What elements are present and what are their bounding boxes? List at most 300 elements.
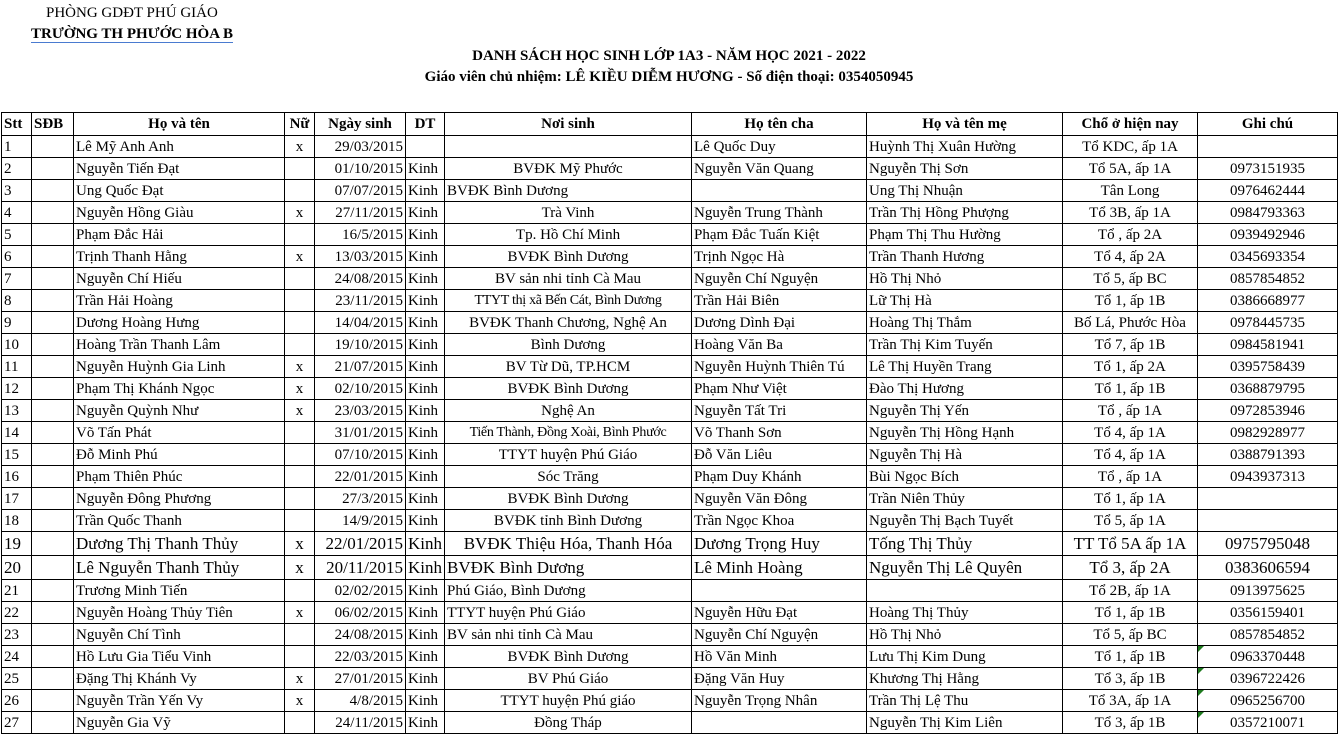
cell-birthplace: BVĐK tỉnh Bình Dương bbox=[445, 510, 692, 532]
cell-stt: 4 bbox=[2, 202, 32, 224]
cell-birthplace: BV sản nhi tỉnh Cà Mau bbox=[445, 624, 692, 646]
cell-female bbox=[285, 268, 315, 290]
table-row bbox=[2, 180, 1338, 202]
cell-mother: Tống Thị Thủy bbox=[867, 532, 1063, 556]
cell-mother bbox=[867, 580, 1063, 602]
cell-name: Hoàng Trần Thanh Lâm bbox=[74, 334, 285, 356]
cell-note: 0975795048 bbox=[1198, 532, 1338, 556]
cell-stt: 10 bbox=[2, 334, 32, 356]
cell-mother: Trần Thanh Hương bbox=[867, 246, 1063, 268]
table-row bbox=[2, 580, 1338, 602]
cell-ethnicity: Kinh bbox=[406, 466, 445, 488]
cell-birthplace: Bình Dương bbox=[445, 334, 692, 356]
cell-mother: Trần Thị Lệ Thu bbox=[867, 690, 1063, 712]
cell-father: Phạm Như Việt bbox=[692, 378, 867, 400]
cell-note: 0984793363 bbox=[1198, 202, 1338, 224]
cell-birthplace bbox=[445, 136, 692, 158]
cell-birthplace: BVĐK Bình Dương bbox=[445, 378, 692, 400]
cell-ethnicity: Kinh bbox=[406, 312, 445, 334]
cell-father bbox=[692, 712, 867, 734]
cell-mother: Nguyễn Thị Hồng Hạnh bbox=[867, 422, 1063, 444]
cell-female: x bbox=[285, 690, 315, 712]
cell-name: Võ Tấn Phát bbox=[74, 422, 285, 444]
cell-dob: 16/5/2015 bbox=[315, 224, 406, 246]
col-dob-header: Ngày sinh bbox=[315, 113, 406, 136]
cell-birthplace: BVĐK Mỹ Phước bbox=[445, 158, 692, 180]
cell-note: 0386668977 bbox=[1198, 290, 1338, 312]
table-row bbox=[2, 444, 1338, 466]
cell-stt: 16 bbox=[2, 466, 32, 488]
cell-name: Đỗ Minh Phú bbox=[74, 444, 285, 466]
cell-birthplace: BVĐK Thanh Chương, Nghệ An bbox=[445, 312, 692, 334]
cell-mother: Lê Thị Huyền Trang bbox=[867, 356, 1063, 378]
cell-note: 0388791393 bbox=[1198, 444, 1338, 466]
cell-birthplace: BVĐK Bình Dương bbox=[445, 488, 692, 510]
cell-birthplace: BVĐK Bình Dương bbox=[445, 246, 692, 268]
cell-address: Tổ 2B, ấp 1A bbox=[1063, 580, 1198, 602]
cell-ethnicity: Kinh bbox=[406, 444, 445, 466]
cell-note: 0965256700 bbox=[1198, 690, 1338, 712]
col-father-header: Họ tên cha bbox=[692, 113, 867, 136]
cell-note: 0368879795 bbox=[1198, 378, 1338, 400]
cell-female: x bbox=[285, 356, 315, 378]
cell-note: 0982928977 bbox=[1198, 422, 1338, 444]
cell-ethnicity: Kinh bbox=[406, 510, 445, 532]
cell-mother: Hoàng Thị Thủy bbox=[867, 602, 1063, 624]
table-row bbox=[2, 466, 1338, 488]
cell-sdb bbox=[32, 180, 74, 202]
cell-stt: 26 bbox=[2, 690, 32, 712]
cell-address: Bố Lá, Phước Hòa bbox=[1063, 312, 1198, 334]
cell-sdb bbox=[32, 690, 74, 712]
cell-birthplace: BV Phú Giáo bbox=[445, 668, 692, 690]
cell-stt: 19 bbox=[2, 532, 32, 556]
cell-ethnicity: Kinh bbox=[406, 690, 445, 712]
cell-female: x bbox=[285, 400, 315, 422]
cell-address: Tổ 4, ấp 1A bbox=[1063, 422, 1198, 444]
cell-birthplace: BVĐK Bình Dương bbox=[445, 556, 692, 580]
cell-mother: Nguyễn Thị Bạch Tuyết bbox=[867, 510, 1063, 532]
cell-name: Nguyễn Hoàng Thủy Tiên bbox=[74, 602, 285, 624]
cell-father: Đặng Văn Huy bbox=[692, 668, 867, 690]
cell-note: 0984581941 bbox=[1198, 334, 1338, 356]
cell-sdb bbox=[32, 624, 74, 646]
cell-father bbox=[692, 580, 867, 602]
cell-dob: 20/11/2015 bbox=[315, 556, 406, 580]
cell-father bbox=[692, 180, 867, 202]
cell-stt: 7 bbox=[2, 268, 32, 290]
cell-female: x bbox=[285, 556, 315, 580]
cell-name: Nguyễn Quỳnh Như bbox=[74, 400, 285, 422]
cell-ethnicity: Kinh bbox=[406, 268, 445, 290]
table-row bbox=[2, 224, 1338, 246]
document-title: DANH SÁCH HỌC SINH LỚP 1A3 - NĂM HỌC 2021 - 2022 bbox=[472, 48, 866, 64]
table-row bbox=[2, 624, 1338, 646]
cell-name: Trần Quốc Thanh bbox=[74, 510, 285, 532]
table-row bbox=[2, 312, 1338, 334]
cell-note: 0395758439 bbox=[1198, 356, 1338, 378]
cell-ethnicity: Kinh bbox=[406, 602, 445, 624]
cell-female bbox=[285, 488, 315, 510]
cell-female: x bbox=[285, 532, 315, 556]
cell-address: Tổ 1, ấp 1B bbox=[1063, 602, 1198, 624]
table-header-row bbox=[2, 113, 1338, 136]
cell-ethnicity: Kinh bbox=[406, 356, 445, 378]
cell-name: Phạm Thiên Phúc bbox=[74, 466, 285, 488]
cell-stt: 18 bbox=[2, 510, 32, 532]
cell-dob: 02/02/2015 bbox=[315, 580, 406, 602]
table-row bbox=[2, 158, 1338, 180]
table-body bbox=[2, 136, 1338, 734]
cell-ethnicity: Kinh bbox=[406, 202, 445, 224]
cell-address: Tổ , ấp 1A bbox=[1063, 400, 1198, 422]
cell-address: Tổ , ấp 1A bbox=[1063, 466, 1198, 488]
cell-address: Tổ 1, ấp 2A bbox=[1063, 356, 1198, 378]
cell-ethnicity: Kinh bbox=[406, 378, 445, 400]
cell-sdb bbox=[32, 202, 74, 224]
cell-female bbox=[285, 510, 315, 532]
table-row bbox=[2, 602, 1338, 624]
cell-address: Tổ 1, ấp 1B bbox=[1063, 378, 1198, 400]
cell-mother: Khương Thị Hằng bbox=[867, 668, 1063, 690]
school-name-text: TRƯỜNG TH PHƯỚC HÒA B bbox=[31, 26, 233, 42]
cell-father: Lê Quốc Duy bbox=[692, 136, 867, 158]
cell-female bbox=[285, 312, 315, 334]
cell-birthplace: Đồng Tháp bbox=[445, 712, 692, 734]
cell-dob: 27/3/2015 bbox=[315, 488, 406, 510]
cell-female: x bbox=[285, 378, 315, 400]
cell-father: Dương Dình Đại bbox=[692, 312, 867, 334]
table-row bbox=[2, 400, 1338, 422]
cell-dob: 14/04/2015 bbox=[315, 312, 406, 334]
cell-father: Đỗ Văn Liêu bbox=[692, 444, 867, 466]
cell-dob: 22/01/2015 bbox=[315, 466, 406, 488]
cell-stt: 27 bbox=[2, 712, 32, 734]
col-female-header: Nữ bbox=[285, 113, 315, 136]
cell-birthplace: Sóc Trăng bbox=[445, 466, 692, 488]
cell-ethnicity: Kinh bbox=[406, 556, 445, 580]
cell-ethnicity: Kinh bbox=[406, 712, 445, 734]
col-note-header: Ghi chú bbox=[1198, 113, 1338, 136]
cell-address: Tổ 5, ấp BC bbox=[1063, 268, 1198, 290]
cell-ethnicity: Kinh bbox=[406, 224, 445, 246]
cell-sdb bbox=[32, 602, 74, 624]
cell-father: Võ Thanh Sơn bbox=[692, 422, 867, 444]
cell-female: x bbox=[285, 136, 315, 158]
cell-female bbox=[285, 422, 315, 444]
cell-address: TT Tổ 5A ấp 1A bbox=[1063, 532, 1198, 556]
cell-stt: 13 bbox=[2, 400, 32, 422]
cell-stt: 21 bbox=[2, 580, 32, 602]
cell-sdb bbox=[32, 356, 74, 378]
cell-note: 0857854852 bbox=[1198, 624, 1338, 646]
cell-mother: Lưu Thị Kim Dung bbox=[867, 646, 1063, 668]
cell-mother: Nguyễn Thị Lê Quyên bbox=[867, 556, 1063, 580]
cell-name: Đặng Thị Khánh Vy bbox=[74, 668, 285, 690]
cell-address: Tổ 3, ấp 2A bbox=[1063, 556, 1198, 580]
cell-female bbox=[285, 466, 315, 488]
cell-address: Tổ 1, ấp 1B bbox=[1063, 646, 1198, 668]
cell-name: Nguyễn Gia Vỹ bbox=[74, 712, 285, 734]
col-address-header: Chổ ở hiện nay bbox=[1063, 113, 1198, 136]
cell-address: Tổ 3, ấp 1B bbox=[1063, 712, 1198, 734]
cell-father: Phạm Duy Khánh bbox=[692, 466, 867, 488]
cell-father: Dương Trọng Huy bbox=[692, 532, 867, 556]
cell-mother: Nguyễn Thị Yến bbox=[867, 400, 1063, 422]
cell-female bbox=[285, 712, 315, 734]
cell-dob: 07/07/2015 bbox=[315, 180, 406, 202]
cell-birthplace: Tp. Hồ Chí Minh bbox=[445, 224, 692, 246]
col-name-header: Họ và tên bbox=[74, 113, 285, 136]
cell-sdb bbox=[32, 532, 74, 556]
cell-mother: Hồ Thị Nhỏ bbox=[867, 268, 1063, 290]
cell-note: 0963370448 bbox=[1198, 646, 1338, 668]
cell-stt: 23 bbox=[2, 624, 32, 646]
cell-father: Trần Hải Biên bbox=[692, 290, 867, 312]
cell-stt: 2 bbox=[2, 158, 32, 180]
cell-mother: Lữ Thị Hà bbox=[867, 290, 1063, 312]
cell-ethnicity: Kinh bbox=[406, 290, 445, 312]
cell-birthplace: BV sản nhi tỉnh Cà Mau bbox=[445, 268, 692, 290]
cell-stt: 17 bbox=[2, 488, 32, 510]
cell-ethnicity: Kinh bbox=[406, 580, 445, 602]
cell-name: Ung Quốc Đạt bbox=[74, 180, 285, 202]
cell-note bbox=[1198, 510, 1338, 532]
cell-dob: 19/10/2015 bbox=[315, 334, 406, 356]
cell-ethnicity: Kinh bbox=[406, 180, 445, 202]
cell-sdb bbox=[32, 290, 74, 312]
cell-note: 0357210071 bbox=[1198, 712, 1338, 734]
cell-note: 0972853946 bbox=[1198, 400, 1338, 422]
table-row bbox=[2, 356, 1338, 378]
cell-mother: Trần Niên Thủy bbox=[867, 488, 1063, 510]
cell-note: 0939492946 bbox=[1198, 224, 1338, 246]
table-row bbox=[2, 510, 1338, 532]
cell-mother: Hồ Thị Nhỏ bbox=[867, 624, 1063, 646]
cell-dob: 22/01/2015 bbox=[315, 532, 406, 556]
cell-address: Tổ 1, ấp 1B bbox=[1063, 290, 1198, 312]
cell-stt: 1 bbox=[2, 136, 32, 158]
teacher-info: Giáo viên chủ nhiệm: LÊ KIỀU DIỄM HƯƠNG - Số điện thoại: 0354050945 bbox=[424, 69, 914, 85]
cell-ethnicity: Kinh bbox=[406, 646, 445, 668]
cell-stt: 3 bbox=[2, 180, 32, 202]
table-row bbox=[2, 690, 1338, 712]
cell-ethnicity bbox=[406, 136, 445, 158]
cell-ethnicity: Kinh bbox=[406, 624, 445, 646]
cell-note: 0973151935 bbox=[1198, 158, 1338, 180]
table-row bbox=[2, 334, 1338, 356]
cell-mother: Phạm Thị Thu Hường bbox=[867, 224, 1063, 246]
cell-sdb bbox=[32, 488, 74, 510]
cell-ethnicity: Kinh bbox=[406, 158, 445, 180]
cell-dob: 13/03/2015 bbox=[315, 246, 406, 268]
cell-sdb bbox=[32, 378, 74, 400]
cell-name: Phạm Đắc Hải bbox=[74, 224, 285, 246]
cell-ethnicity: Kinh bbox=[406, 488, 445, 510]
cell-birthplace: TTYT huyện Phú Giáo bbox=[445, 602, 692, 624]
cell-dob: 23/03/2015 bbox=[315, 400, 406, 422]
cell-father: Phạm Đắc Tuấn Kiệt bbox=[692, 224, 867, 246]
table-row bbox=[2, 668, 1338, 690]
cell-female bbox=[285, 180, 315, 202]
cell-father: Nguyễn Chí Nguyện bbox=[692, 268, 867, 290]
cell-ethnicity: Kinh bbox=[406, 400, 445, 422]
cell-dob: 02/10/2015 bbox=[315, 378, 406, 400]
cell-sdb bbox=[32, 334, 74, 356]
table-row bbox=[2, 246, 1338, 268]
cell-dob: 14/9/2015 bbox=[315, 510, 406, 532]
table-row bbox=[2, 268, 1338, 290]
cell-dob: 06/02/2015 bbox=[315, 602, 406, 624]
cell-sdb bbox=[32, 268, 74, 290]
cell-name: Phạm Thị Khánh Ngọc bbox=[74, 378, 285, 400]
cell-address: Tổ 4, ấp 2A bbox=[1063, 246, 1198, 268]
cell-female: x bbox=[285, 246, 315, 268]
col-stt-header: Stt bbox=[2, 113, 32, 136]
cell-father: Nguyễn Văn Quang bbox=[692, 158, 867, 180]
cell-ethnicity: Kinh bbox=[406, 334, 445, 356]
cell-father: Nguyễn Hữu Đạt bbox=[692, 602, 867, 624]
cell-female bbox=[285, 334, 315, 356]
cell-note: 0383606594 bbox=[1198, 556, 1338, 580]
cell-sdb bbox=[32, 158, 74, 180]
cell-birthplace: Trà Vinh bbox=[445, 202, 692, 224]
cell-address: Tổ 5A, ấp 1A bbox=[1063, 158, 1198, 180]
cell-address: Tổ , ấp 2A bbox=[1063, 224, 1198, 246]
cell-mother: Trần Thị Kim Tuyến bbox=[867, 334, 1063, 356]
cell-stt: 24 bbox=[2, 646, 32, 668]
cell-father: Nguyễn Chí Nguyện bbox=[692, 624, 867, 646]
table-row bbox=[2, 136, 1338, 158]
cell-address: Tổ 4, ấp 1A bbox=[1063, 444, 1198, 466]
cell-dob: 29/03/2015 bbox=[315, 136, 406, 158]
cell-father: Trần Ngọc Khoa bbox=[692, 510, 867, 532]
cell-sdb bbox=[32, 556, 74, 580]
cell-sdb bbox=[32, 422, 74, 444]
cell-ethnicity: Kinh bbox=[406, 668, 445, 690]
cell-name: Nguyễn Trần Yến Vy bbox=[74, 690, 285, 712]
cell-address: Tổ 3A, ấp 1A bbox=[1063, 690, 1198, 712]
cell-stt: 22 bbox=[2, 602, 32, 624]
col-mother-header: Họ và tên mẹ bbox=[867, 113, 1063, 136]
school-name bbox=[31, 26, 233, 43]
cell-stt: 9 bbox=[2, 312, 32, 334]
cell-female bbox=[285, 158, 315, 180]
table-row bbox=[2, 532, 1338, 556]
table-row bbox=[2, 202, 1338, 224]
table-row bbox=[2, 422, 1338, 444]
cell-mother: Nguyễn Thị Sơn bbox=[867, 158, 1063, 180]
cell-name: Trịnh Thanh Hằng bbox=[74, 246, 285, 268]
cell-name: Nguyễn Chí Hiếu bbox=[74, 268, 285, 290]
cell-father: Trịnh Ngọc Hà bbox=[692, 246, 867, 268]
cell-dob: 01/10/2015 bbox=[315, 158, 406, 180]
cell-note: 0913975625 bbox=[1198, 580, 1338, 602]
cell-note: 0857854852 bbox=[1198, 268, 1338, 290]
cell-father: Hồ Văn Minh bbox=[692, 646, 867, 668]
cell-address: Tổ 5, ấp BC bbox=[1063, 624, 1198, 646]
cell-sdb bbox=[32, 466, 74, 488]
cell-birthplace: BVĐK Bình Dương bbox=[445, 646, 692, 668]
cell-address: Tân Long bbox=[1063, 180, 1198, 202]
cell-dob: 27/11/2015 bbox=[315, 202, 406, 224]
cell-name: Lê Mỹ Anh Anh bbox=[74, 136, 285, 158]
cell-name: Nguyễn Tiến Đạt bbox=[74, 158, 285, 180]
cell-female bbox=[285, 624, 315, 646]
cell-female bbox=[285, 580, 315, 602]
cell-address: Tổ KDC, ấp 1A bbox=[1063, 136, 1198, 158]
cell-stt: 14 bbox=[2, 422, 32, 444]
table-row bbox=[2, 488, 1338, 510]
cell-mother: Nguyễn Thị Kim Liên bbox=[867, 712, 1063, 734]
cell-address: Tổ 7, ấp 1B bbox=[1063, 334, 1198, 356]
cell-ethnicity: Kinh bbox=[406, 422, 445, 444]
cell-name: Trần Hải Hoàng bbox=[74, 290, 285, 312]
cell-dob: 24/11/2015 bbox=[315, 712, 406, 734]
cell-note: 0978445735 bbox=[1198, 312, 1338, 334]
table-row bbox=[2, 290, 1338, 312]
table-row bbox=[2, 556, 1338, 580]
cell-dob: 31/01/2015 bbox=[315, 422, 406, 444]
cell-dob: 23/11/2015 bbox=[315, 290, 406, 312]
cell-sdb bbox=[32, 668, 74, 690]
cell-mother: Ung Thị Nhuận bbox=[867, 180, 1063, 202]
cell-name: Trương Minh Tiến bbox=[74, 580, 285, 602]
cell-birthplace: Phú Giáo, Bình Dương bbox=[445, 580, 692, 602]
cell-sdb bbox=[32, 224, 74, 246]
cell-sdb bbox=[32, 510, 74, 532]
student-table bbox=[1, 112, 1338, 734]
cell-sdb bbox=[32, 444, 74, 466]
cell-birthplace: TTYT thị xã Bến Cát, Bình Dương bbox=[445, 290, 692, 312]
cell-stt: 25 bbox=[2, 668, 32, 690]
cell-stt: 8 bbox=[2, 290, 32, 312]
cell-name: Nguyễn Đông Phương bbox=[74, 488, 285, 510]
cell-female bbox=[285, 646, 315, 668]
cell-mother: Đào Thị Hương bbox=[867, 378, 1063, 400]
cell-ethnicity: Kinh bbox=[406, 532, 445, 556]
department-name: PHÒNG GDĐT PHÚ GIÁO bbox=[46, 5, 218, 21]
cell-note bbox=[1198, 488, 1338, 510]
cell-female bbox=[285, 224, 315, 246]
cell-father: Nguyễn Trung Thành bbox=[692, 202, 867, 224]
cell-stt: 15 bbox=[2, 444, 32, 466]
cell-sdb bbox=[32, 312, 74, 334]
col-birthplace-header: Nơi sinh bbox=[445, 113, 692, 136]
cell-name: Nguyễn Hồng Giàu bbox=[74, 202, 285, 224]
cell-dob: 24/08/2015 bbox=[315, 624, 406, 646]
cell-female: x bbox=[285, 602, 315, 624]
cell-father: Nguyễn Tất Tri bbox=[692, 400, 867, 422]
cell-female: x bbox=[285, 668, 315, 690]
cell-note: 0976462444 bbox=[1198, 180, 1338, 202]
cell-name: Dương Thị Thanh Thủy bbox=[74, 532, 285, 556]
cell-sdb bbox=[32, 246, 74, 268]
cell-mother: Nguyễn Thị Hà bbox=[867, 444, 1063, 466]
cell-stt: 6 bbox=[2, 246, 32, 268]
cell-birthplace: Nghệ An bbox=[445, 400, 692, 422]
cell-father: Nguyễn Văn Đông bbox=[692, 488, 867, 510]
cell-stt: 12 bbox=[2, 378, 32, 400]
cell-birthplace: BVĐK Thiệu Hóa, Thanh Hóa bbox=[445, 532, 692, 556]
cell-birthplace: BVĐK Bình Dương bbox=[445, 180, 692, 202]
cell-birthplace: TTYT huyện Phú Giáo bbox=[445, 444, 692, 466]
cell-address: Tổ 3, ấp 1B bbox=[1063, 668, 1198, 690]
cell-note: 0396722426 bbox=[1198, 668, 1338, 690]
cell-note: 0356159401 bbox=[1198, 602, 1338, 624]
table-row bbox=[2, 712, 1338, 734]
cell-female bbox=[285, 444, 315, 466]
